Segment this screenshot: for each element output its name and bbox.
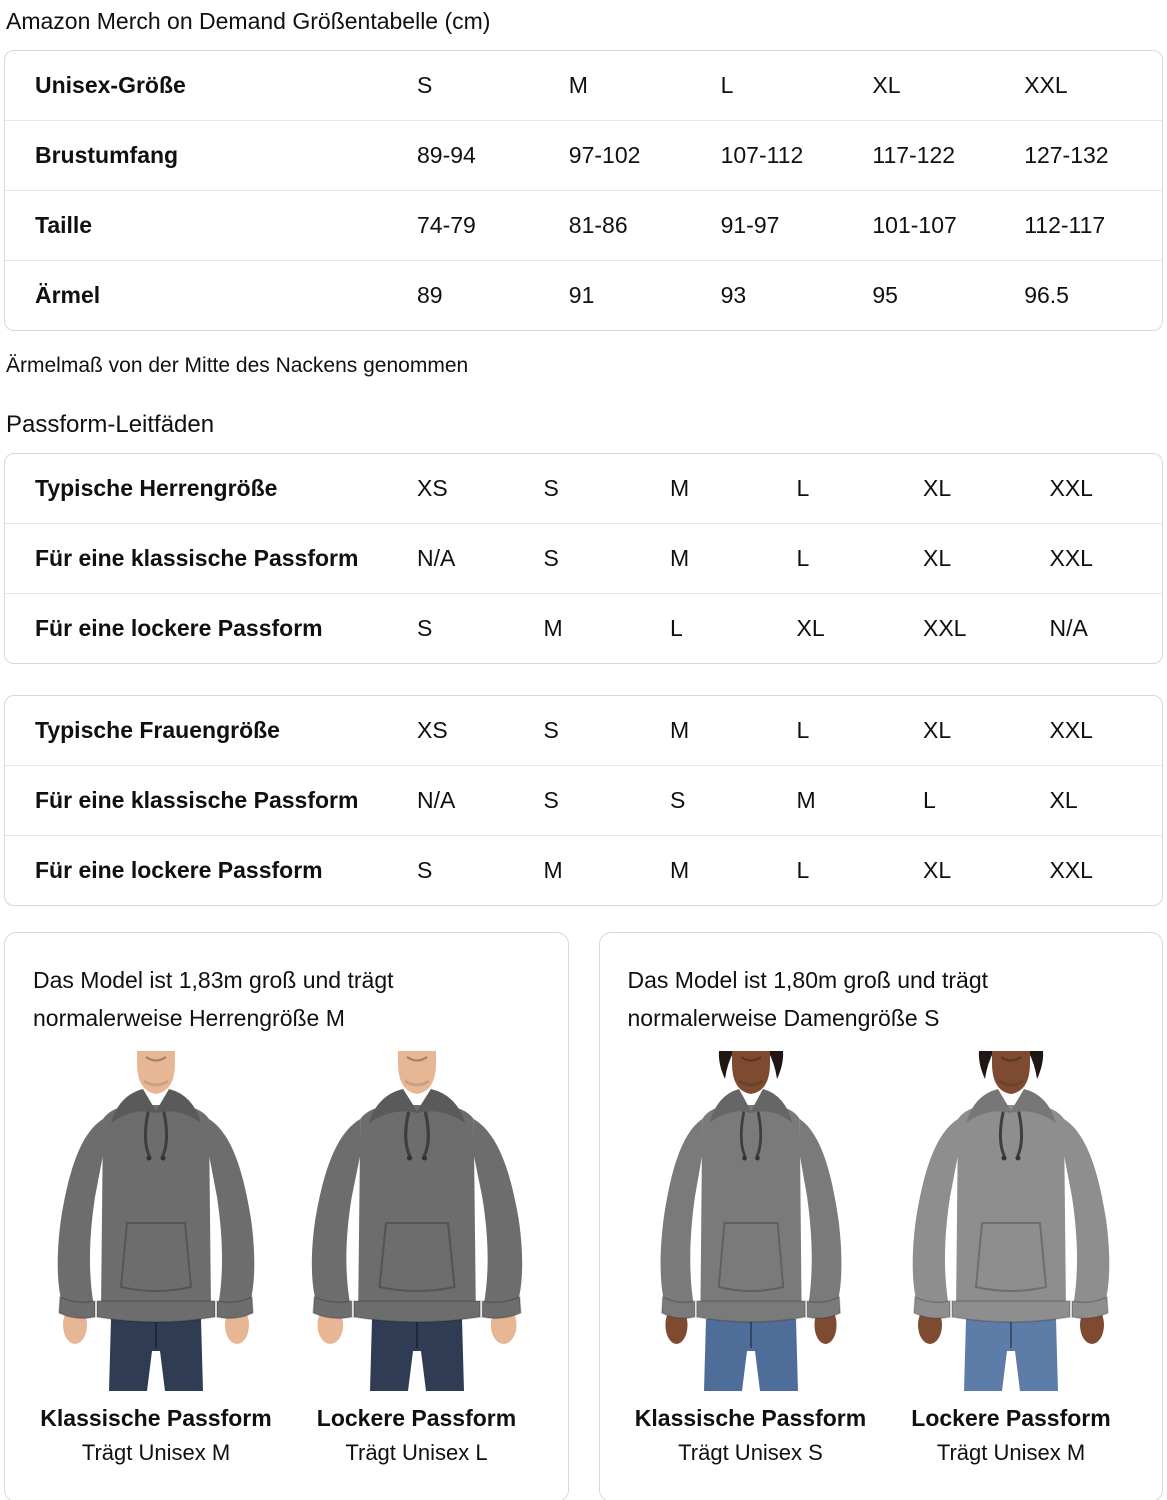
size-value: 97-102: [568, 142, 641, 168]
size-value: L: [796, 545, 810, 571]
table-row: [5, 51, 1162, 120]
size-value: 96.5: [1024, 282, 1069, 308]
size-value: 81-86: [568, 212, 628, 238]
fit-table-men: [4, 453, 1163, 664]
fit-caption: Lockere Passform: [316, 1405, 517, 1431]
row-label: Ärmel: [35, 282, 101, 308]
size-caption: Trägt Unisex M: [81, 1440, 231, 1465]
size-value: 91: [568, 282, 595, 308]
size-value: XS: [417, 717, 448, 743]
figures-row: [29, 1051, 544, 1466]
size-value: XL: [796, 615, 825, 641]
size-value: XL: [923, 475, 952, 501]
size-value: 101-107: [872, 212, 957, 238]
row-label: Brustumfang: [35, 142, 179, 168]
size-value: 95: [872, 282, 898, 308]
row-label: Unisex-Größe: [35, 72, 186, 98]
size-value: L: [796, 475, 810, 501]
model-figure: [31, 1051, 281, 1466]
figures-row: [624, 1051, 1139, 1466]
size-value: S: [543, 717, 559, 743]
size-value: 89-94: [417, 142, 476, 168]
size-value: L: [923, 787, 936, 813]
model-photo-male-classic: [31, 1051, 281, 1391]
size-value: S: [543, 787, 559, 813]
fit-table-women: [4, 695, 1163, 906]
size-value: M: [796, 787, 816, 813]
row-label: Typische Herrengröße: [35, 475, 278, 501]
model-figure: [292, 1051, 542, 1466]
size-value: 117-122: [872, 142, 956, 168]
table-row: [5, 593, 1162, 663]
model-figure: [886, 1051, 1136, 1466]
table-row: [5, 120, 1162, 190]
table-row: [5, 765, 1162, 835]
size-value: S: [417, 615, 433, 641]
size-value: M: [670, 545, 690, 571]
size-value: M: [670, 717, 690, 743]
fit-caption: Lockere Passform: [911, 1405, 1111, 1431]
size-value: M: [543, 857, 563, 883]
size-value: XS: [417, 475, 448, 501]
size-caption: Trägt Unisex L: [345, 1440, 488, 1465]
size-value: 112-117: [1024, 212, 1106, 238]
size-value: XXL: [1049, 717, 1093, 743]
size-value: M: [670, 475, 690, 501]
model-card-women: [599, 932, 1164, 1500]
size-caption: Trägt Unisex M: [936, 1440, 1086, 1465]
size-value: 91-97: [720, 212, 780, 238]
size-value: S: [417, 857, 433, 883]
size-caption: Trägt Unisex S: [678, 1440, 823, 1465]
row-label: Typische Frauengröße: [35, 717, 280, 743]
page-title: Amazon Merch on Demand Größentabelle (cm): [6, 8, 491, 34]
sleeve-measure-note: Ärmelmaß von der Mitte des Nackens genommen: [6, 354, 469, 377]
size-value: N/A: [417, 787, 456, 813]
table-row: [5, 835, 1162, 905]
size-value: XL: [923, 857, 952, 883]
table-row: [5, 260, 1162, 330]
size-value: L: [720, 72, 734, 98]
size-value: M: [670, 857, 690, 883]
size-value: 127-132: [1024, 142, 1109, 168]
size-value: XXL: [1049, 857, 1093, 883]
size-value: XL: [1049, 787, 1078, 813]
model-description: Das Model ist 1,80m groß und trägt normalerweise Damengröße S: [627, 967, 988, 1031]
row-label: Taille: [35, 212, 93, 238]
model-description: Das Model ist 1,83m groß und trägt normalerweise Herrengröße M: [33, 967, 394, 1031]
size-value: XXL: [1049, 475, 1093, 501]
table-row: [5, 696, 1162, 765]
size-value: S: [543, 475, 559, 501]
size-value: XXL: [1049, 545, 1093, 571]
row-label: Für eine klassische Passform: [35, 545, 359, 571]
row-label: Für eine lockere Passform: [35, 615, 323, 641]
row-label: Für eine klassische Passform: [35, 787, 359, 813]
size-value: 74-79: [417, 212, 476, 238]
size-value: 89: [417, 282, 443, 308]
size-value: XXL: [923, 615, 967, 641]
model-photo-female-classic: [626, 1051, 876, 1391]
size-value: L: [670, 615, 683, 641]
table-row: [5, 523, 1162, 593]
size-value: M: [568, 72, 588, 98]
size-value: XL: [923, 545, 952, 571]
row-label: Für eine lockere Passform: [35, 857, 323, 883]
fit-caption: Klassische Passform: [634, 1405, 867, 1431]
model-figure: [626, 1051, 876, 1466]
fit-guides-heading: Passform-Leitfäden: [6, 411, 215, 438]
size-value: S: [543, 545, 559, 571]
table-row: [5, 454, 1162, 523]
model-photo-female-loose: [886, 1051, 1136, 1391]
fit-caption: Klassische Passform: [40, 1405, 272, 1431]
size-value: XL: [923, 717, 952, 743]
size-value: N/A: [417, 545, 456, 571]
size-value: S: [417, 72, 433, 98]
size-value: M: [543, 615, 563, 641]
model-card-men: [4, 932, 569, 1500]
size-value: XXL: [1024, 72, 1068, 98]
size-value: 107-112: [720, 142, 804, 168]
size-value: S: [670, 787, 686, 813]
model-photo-male-loose: [292, 1051, 542, 1391]
size-value: 93: [720, 282, 747, 308]
table-row: [5, 190, 1162, 260]
size-value: N/A: [1049, 615, 1088, 641]
size-value: L: [796, 717, 810, 743]
size-value: XL: [872, 72, 901, 98]
model-cards: [4, 932, 1163, 1500]
size-table: [4, 50, 1163, 331]
size-value: L: [796, 857, 810, 883]
